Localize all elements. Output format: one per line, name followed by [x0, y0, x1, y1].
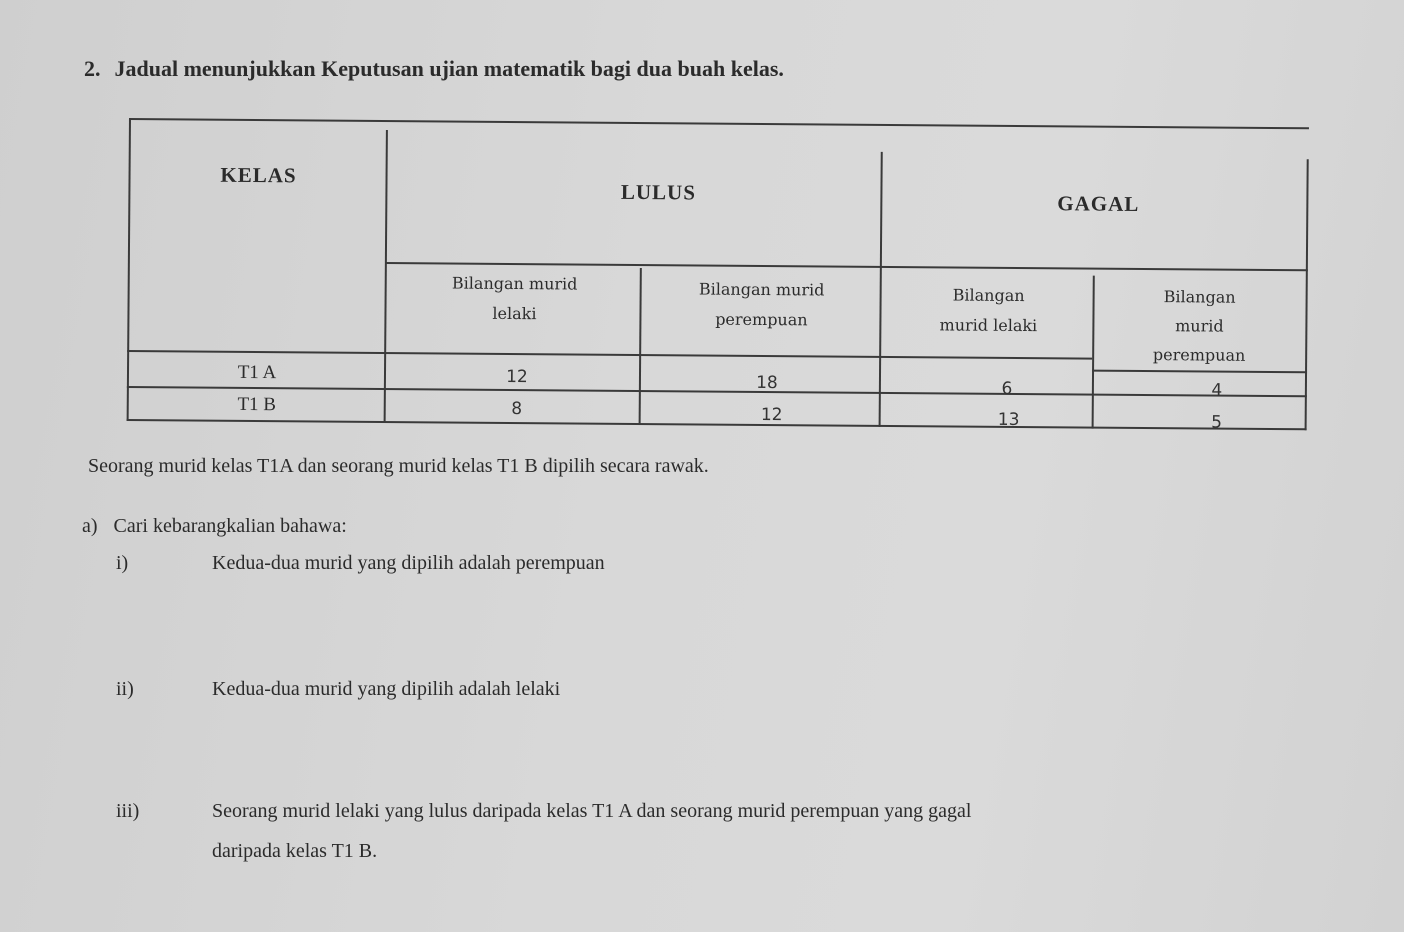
part-a-prompt-line: [82, 515, 347, 538]
part-a-label: a): [82, 515, 98, 537]
row-a-gagal-perempuan: 4: [1211, 380, 1223, 401]
table-border-left: [127, 118, 131, 421]
divider-kelas: [384, 130, 388, 423]
row-a-lulus-lelaki: 12: [506, 366, 528, 388]
row-b-gagal-lelaki: 13: [997, 409, 1020, 431]
table-border-right: [1305, 159, 1309, 430]
subheader-lulus-perempuan: Bilangan murid perempuan: [698, 279, 825, 330]
divider-subheader: [127, 350, 1092, 360]
row-b-lulus-perempuan: 12: [760, 404, 783, 426]
question-heading: [84, 56, 784, 82]
row-b-lulus-lelaki: 8: [511, 399, 523, 420]
item-ii-text: Kedua-dua murid yang dipilih adalah lelaki: [212, 678, 561, 700]
subheader-lulus-lelaki: Bilangan murid lelaki: [451, 273, 578, 324]
item-i-label: i): [116, 552, 129, 574]
results-table: [127, 118, 1309, 440]
row-b-kelas: T1 B: [237, 393, 277, 416]
item-iii-text-cont: daripada kelas T1 B.: [212, 840, 378, 862]
subheader-gagal-lelaki: Bilangan murid lelaki: [939, 285, 1038, 336]
row-a-kelas: T1 A: [237, 361, 277, 384]
header-lulus: LULUS: [620, 179, 697, 205]
header-gagal: GAGAL: [1057, 191, 1140, 216]
row-b-gagal-perempuan: 5: [1211, 412, 1223, 433]
item-iii-label: iii): [116, 800, 140, 822]
row-a-gagal-lelaki: 6: [1001, 378, 1013, 399]
part-a-prompt: Cari kebarangkalian bahawa:: [113, 515, 347, 537]
subheader-gagal-perempuan: Bilangan murid perempuan: [1152, 287, 1246, 365]
divider-subheader-gagal: [1092, 370, 1307, 374]
header-kelas: KELAS: [220, 162, 297, 188]
table-border-bottom: [127, 419, 1307, 430]
row-a-lulus-perempuan: 18: [756, 372, 778, 394]
table-border-top: [129, 118, 1309, 129]
question-number: 2.: [84, 56, 101, 81]
statement: Seorang murid kelas T1A dan seorang murid kelas T1 B dipilih secara rawak.: [88, 455, 709, 477]
item-i-text: Kedua-dua murid yang dipilih adalah perempuan: [212, 552, 605, 574]
item-iii-text: Seorang murid lelaki yang lulus daripada kelas T1 A dan seorang murid perempuan yang gagal: [212, 800, 972, 822]
item-ii-label: ii): [116, 678, 134, 700]
question-intro: Jadual menunjukkan Keputusan ujian matematik bagi dua buah kelas.: [114, 56, 784, 81]
